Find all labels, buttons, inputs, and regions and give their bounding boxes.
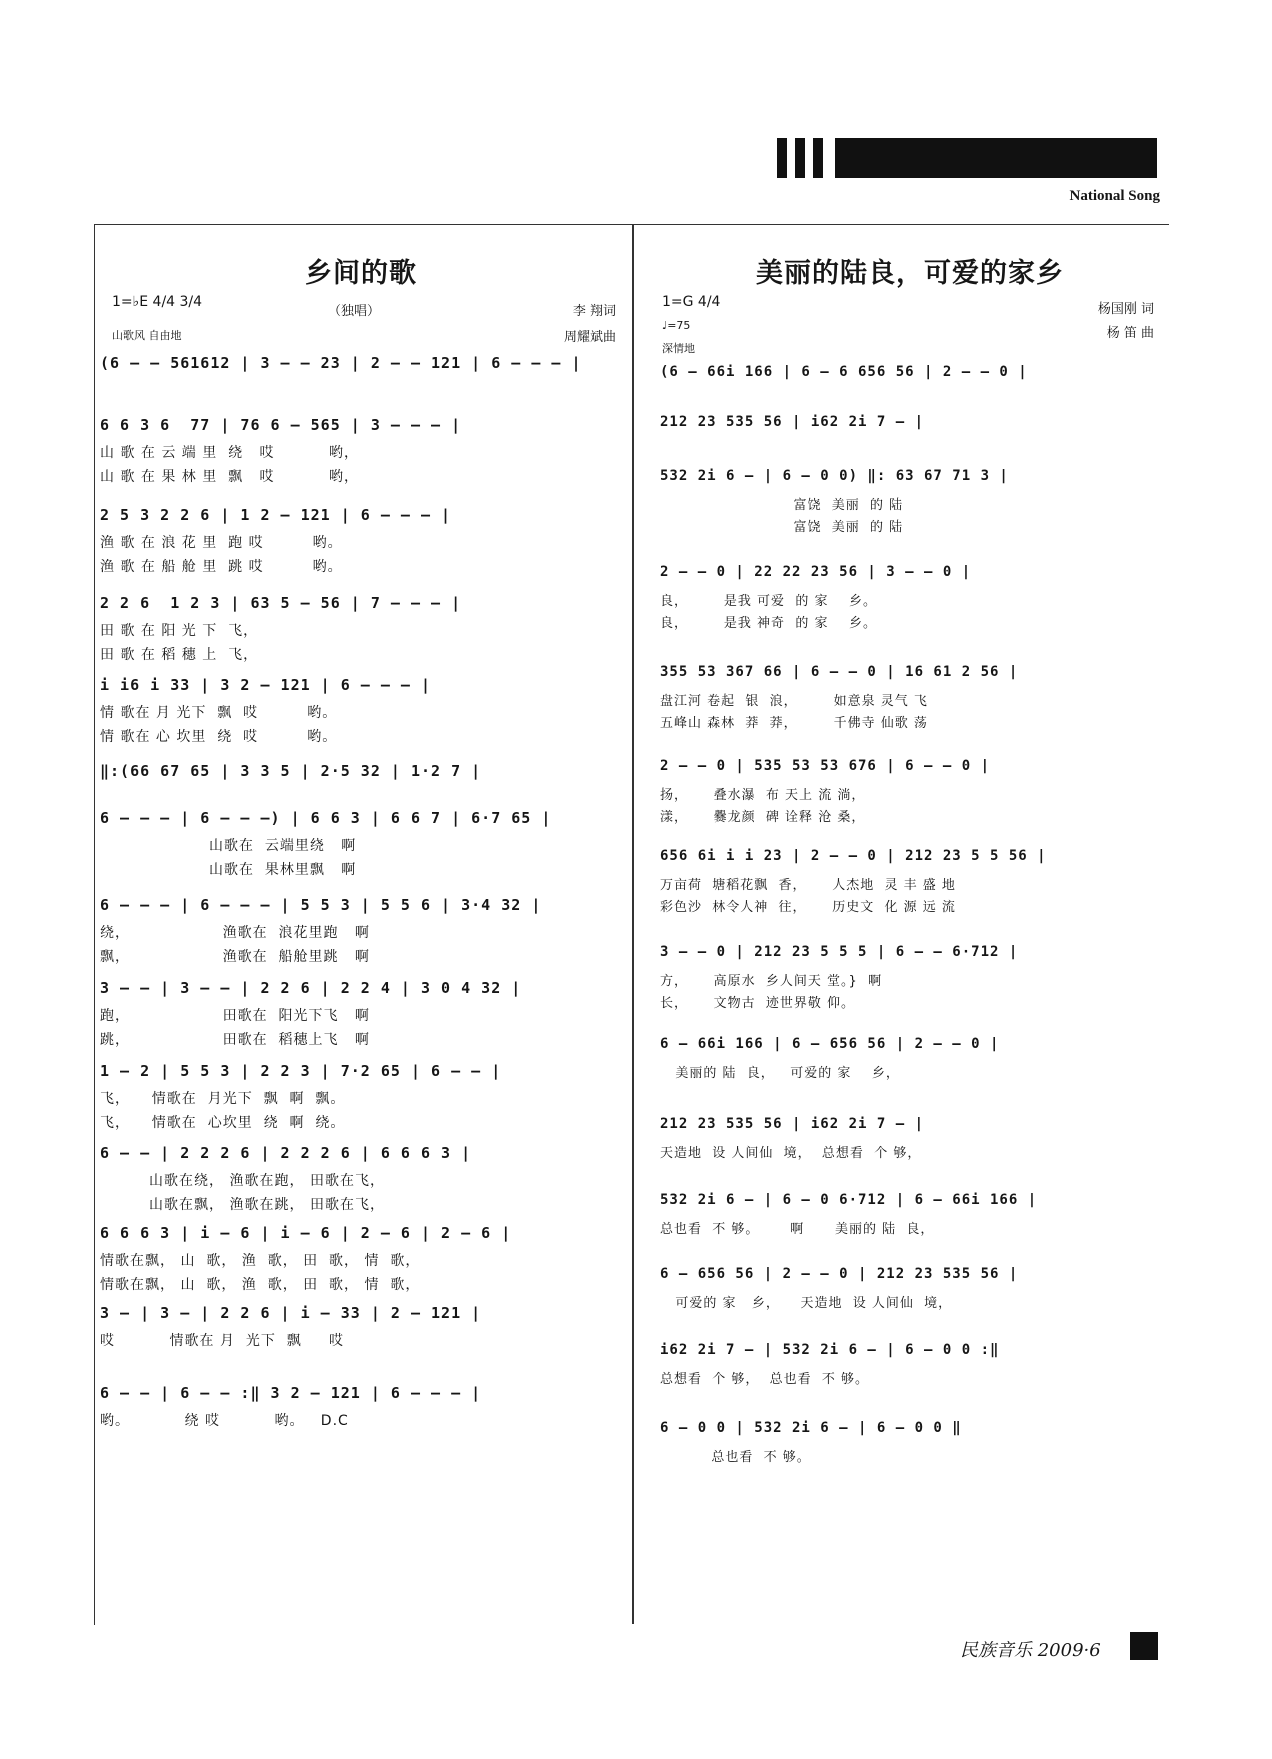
notation-row: ‖:(66 67 65 | 3 3 5 | 2·5 32 | 1·2 7 | (100, 762, 482, 780)
notation-row: 2 5 3 2 2 6 | 1 2 — 121 | 6 — — — | (100, 506, 452, 524)
column-divider (632, 224, 634, 1624)
section-label: National Song (1069, 188, 1160, 204)
magazine-name: 民族音乐 (960, 1640, 1032, 1661)
section-header-bars (777, 138, 1157, 178)
lyrics-verse-1: 富饶 美丽 的 陆 (660, 498, 904, 513)
notation-row: 6 — 66i 166 | 6 — 656 56 | 2 — — 0 | (660, 1036, 1000, 1052)
lyrics-verse-1: 情 歌在 月 光下 飘 哎 哟。 (100, 705, 338, 721)
lyrics-verse-2: 良， 是我 神奇 的 家 乡。 (660, 616, 877, 631)
lyrics-verse-1: 哟。 绕 哎 哟。 D.C (100, 1413, 349, 1429)
notation-row: 355 53 367 66 | 6 — — 0 | 16 61 2 56 | (660, 664, 1019, 680)
notation-row: (6 — — 561612 | 3 — — 23 | 2 — — 121 | 6 — — — | (100, 354, 582, 372)
lyrics-verse-1: 山歌在绕， 渔歌在跑， 田歌在飞， (100, 1173, 385, 1189)
lyrics-verse-1: 渔 歌 在 浪 花 里 跑 哎 哟。 (100, 535, 343, 551)
lyrics-verse-2: 富饶 美丽 的 陆 (660, 520, 904, 535)
notation-row: 2 — — 0 | 535 53 53 676 | 6 — — 0 | (660, 758, 991, 774)
lyrics-verse-1: 田 歌 在 阳 光 下 飞， (100, 623, 259, 639)
lyricist: 李 翔词 (572, 304, 616, 319)
lyrics-verse-2: 五峰山 森林 莽 莽， 千佛寺 仙歌 荡 (660, 716, 928, 731)
lyrics-verse-2: 山 歌 在 果 林 里 飘 哎 哟， (100, 469, 360, 485)
lyrics-verse-2: 田 歌 在 稻 穗 上 飞， (100, 647, 259, 663)
notation-row: 6 — — — | 6 — — —) | 6 6 3 | 6 6 7 | 6·7 65 | (100, 809, 552, 827)
notation-row: 2 2 6 1 2 3 | 63 5 — 56 | 7 — — — | (100, 594, 462, 612)
page-marker (1130, 1632, 1158, 1660)
lyrics-verse-1: 绕， 渔歌在 浪花里跑 啊 (100, 925, 370, 941)
notation-row: 6 — — | 2 2 2 6 | 2 2 2 6 | 6 6 6 3 | (100, 1144, 472, 1162)
lyrics-verse-1: 总也看 不 够。 (660, 1450, 811, 1465)
notation-row: 6 6 6 3 | i — 6 | i — 6 | 2 — 6 | 2 — 6 | (100, 1224, 512, 1242)
lyrics-verse-1: 飞， 情歌在 月光下 飘 啊 飘。 (100, 1091, 346, 1107)
tempo-marking: ♩=75 (662, 319, 691, 332)
notation-row: 6 — 656 56 | 2 — — 0 | 212 23 535 56 | (660, 1266, 1019, 1282)
song-title: 美丽的陆良，可爱的家乡 (756, 258, 1064, 289)
lyricist: 杨国刚 词 (1097, 302, 1154, 317)
notation-row: 212 23 535 56 | i62 2i 7 — | (660, 1116, 925, 1132)
lyrics-verse-1: 哎 情歌在 月 光下 飘 哎 (100, 1333, 345, 1349)
notation-row: 1 — 2 | 5 5 3 | 2 2 3 | 7·2 65 | 6 — — | (100, 1062, 502, 1080)
lyrics-verse-1: 可爱的 家 乡， 天造地 设 人间仙 境， (660, 1296, 953, 1311)
notation-row: 2 — — 0 | 22 22 23 56 | 3 — — 0 | (660, 564, 972, 580)
notation-row: 656 6i i i 23 | 2 — — 0 | 212 23 5 5 56 | (660, 848, 1047, 864)
notation-row: 3 — | 3 — | 2 2 6 | i — 33 | 2 — 121 | (100, 1304, 482, 1322)
lyrics-verse-2: 山歌在飘， 渔歌在跳， 田歌在飞， (100, 1197, 385, 1213)
notation-row: 6 6 3 6 77 | 76 6 — 565 | 3 — — — | (100, 416, 462, 434)
key-signature: 1=G 4/4 (662, 294, 721, 310)
style-marking: 深情地 (662, 342, 695, 355)
lyrics-verse-1: 总想看 个 够， 总也看 不 够。 (660, 1372, 870, 1387)
lyrics-verse-1: 山歌在 云端里绕 啊 (100, 838, 357, 854)
lyrics-verse-2: 飘， 渔歌在 船舱里跳 啊 (100, 949, 370, 965)
lyrics-verse-1: 扬， 叠水瀑 布 天上 流 淌， (660, 788, 866, 803)
issue-number: 2009·6 (1037, 1640, 1101, 1661)
lyrics-verse-2: 情歌在飘， 山 歌， 渔 歌， 田 歌， 情 歌， (100, 1277, 421, 1293)
lyrics-verse-2: 漾， 爨龙颜 碑 诠释 沧 桑， (660, 810, 866, 825)
lyrics-verse-1: 美丽的 陆 良， 可爱的 家 乡， (660, 1066, 900, 1081)
lyrics-verse-1: 天造地 设 人间仙 境， 总想看 个 够， (660, 1146, 922, 1161)
notation-row: i62 2i 7 — | 532 2i 6 — | 6 — 0 0 :‖ (660, 1342, 1000, 1358)
lyrics-verse-2: 跳， 田歌在 稻穗上飞 啊 (100, 1032, 370, 1048)
notation-row: 3 — — 0 | 212 23 5 5 5 | 6 — — 6·712 | (660, 944, 1019, 960)
notation-row: i i6 i 33 | 3 2 — 121 | 6 — — — | (100, 676, 432, 694)
style-marking: 山歌风 自由地 (112, 329, 182, 342)
lyrics-verse-2: 山歌在 果林里飘 啊 (100, 862, 357, 878)
notation-row: 6 — — | 6 — — :‖ 3 2 — 121 | 6 — — — | (100, 1384, 482, 1402)
lyrics-verse-2: 长， 文物古 迹世界敬 仰。 (660, 996, 856, 1011)
right-song (660, 224, 1160, 1624)
magazine-footer (960, 1636, 1101, 1662)
lyrics-verse-1: 跑， 田歌在 阳光下飞 啊 (100, 1008, 370, 1024)
notation-row: (6 — 66i 166 | 6 — 6 656 56 | 2 — — 0 | (660, 364, 1028, 380)
lyrics-verse-1: 情歌在飘， 山 歌， 渔 歌， 田 歌， 情 歌， (100, 1253, 421, 1269)
lyrics-verse-1: 方， 高原水 乡人间天 堂。} 啊 (660, 974, 883, 989)
lyrics-verse-1: 总也看 不 够。 啊 美丽的 陆 良， (660, 1222, 935, 1237)
lyrics-verse-1: 良， 是我 可爱 的 家 乡。 (660, 594, 877, 609)
lyrics-verse-2: 飞， 情歌在 心坎里 绕 啊 绕。 (100, 1115, 346, 1131)
notation-row: 532 2i 6 — | 6 — 0 6·712 | 6 — 66i 166 | (660, 1192, 1038, 1208)
key-signature: 1=♭E 4/4 3/4 (112, 294, 203, 310)
song-title: 乡间的歌 (305, 258, 417, 289)
composer: 杨 笛 曲 (1106, 326, 1154, 341)
left-song (100, 224, 622, 1624)
notation-row: 212 23 535 56 | i62 2i 7 — | (660, 414, 925, 430)
notation-row: 6 — — — | 6 — — — | 5 5 3 | 5 5 6 | 3·4 32 | (100, 896, 542, 914)
lyrics-verse-1: 山 歌 在 云 端 里 绕 哎 哟， (100, 445, 360, 461)
lyrics-verse-1: 盘江河 卷起 银 浪， 如意泉 灵气 飞 (660, 694, 928, 709)
performance-type: （独唱） (328, 304, 381, 319)
lyrics-verse-1: 万亩荷 塘稻花飘 香， 人杰地 灵 丰 盛 地 (660, 878, 956, 893)
lyrics-verse-2: 彩色沙 林令人神 往， 历史文 化 源 远 流 (660, 900, 956, 915)
notation-row: 3 — — | 3 — — | 2 2 6 | 2 2 4 | 3 0 4 32 | (100, 979, 522, 997)
composer: 周耀斌曲 (563, 330, 616, 345)
lyrics-verse-2: 情 歌在 心 坎里 绕 哎 哟。 (100, 729, 338, 745)
notation-row: 6 — 0 0 | 532 2i 6 — | 6 — 0 0 ‖ (660, 1420, 962, 1436)
notation-row: 532 2i 6 — | 6 — 0 0) ‖: 63 67 71 3 | (660, 468, 1009, 484)
lyrics-verse-2: 渔 歌 在 船 舱 里 跳 哎 哟。 (100, 559, 343, 575)
